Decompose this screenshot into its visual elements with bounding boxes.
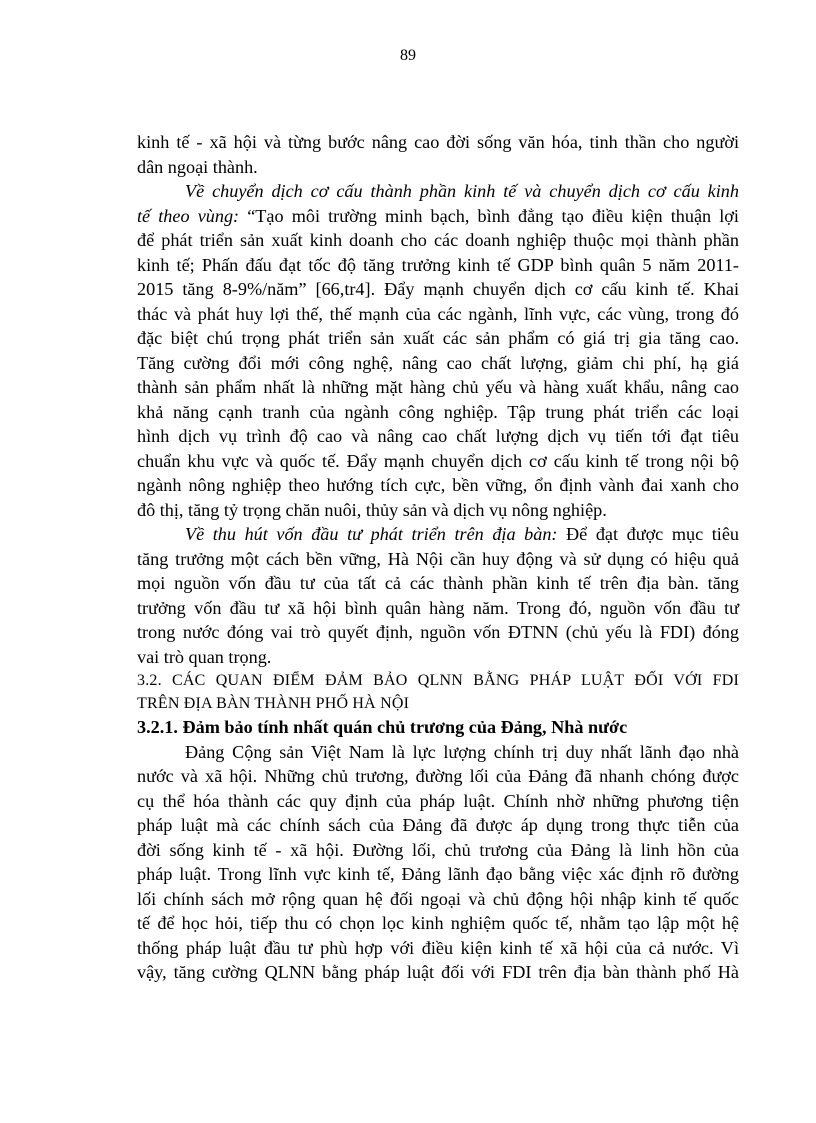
text-line: hình dịch vụ trình độ cao và nâng cao chất lượng dịch vụ tiến tới đạt tiêu: [137, 426, 739, 446]
text-line: đời sống kinh tế - xã hội. Đường lối, chủ trương của Đảng là linh hồn của: [137, 839, 739, 860]
text-line: thống pháp luật đầu tư phù hợp với điều kiện kinh tế xã hội của cả nước. Vì: [137, 937, 739, 958]
page-number: 89: [400, 47, 416, 64]
subsection-heading: [137, 715, 739, 740]
text-line: trong nước đóng vai trò quyết định, nguồn vốn ĐTNN (chủ yếu là FDI) đóng: [137, 622, 739, 642]
text-line: đặc biệt chú trọng phát triển sản xuất các sản phẩm có giá trị gia tăng cao.: [137, 328, 739, 348]
section-heading-line: 3.2. CÁC QUAN ĐIỂM ĐẢM BẢO QLNN BẰNG PHÁP LUẬT ĐỐI VỚI FDI: [137, 672, 739, 689]
text-line: chuẩn khu vực và quốc tế. Đẩy mạnh chuyển dịch cơ cấu kinh tế trong nội bộ: [137, 450, 739, 471]
text-line: khả năng cạnh tranh của ngành công nghiệp. Tập trung phát triển các loại: [137, 401, 739, 422]
text-line: 2015 tăng 8-9%/năm” [66,tr4]. Đẩy mạnh chuyển dịch cơ cấu kinh tế. Khai: [137, 279, 739, 299]
italic-lead: tế theo vùng:: [137, 205, 240, 226]
text-line: nước và xã hội. Những chủ trương, đường lối của Đảng đã nhanh chóng được: [137, 766, 739, 786]
text-line: thác và phát huy lợi thế, thế mạnh của các ngành, lĩnh vực, các vùng, trong đó: [137, 303, 739, 324]
text-line: tăng trưởng một cách bền vững, Hà Nội cần huy động và sử dụng có hiệu quả: [137, 548, 739, 569]
text-line: ngành nông nghiệp theo hướng tích cực, bền vững, ổn định vành đai xanh cho: [137, 475, 739, 495]
text-line: dân ngoại thành.: [137, 156, 258, 177]
text-line: thành sản phẩm nhất là những mặt hàng chủ yếu và hàng xuất khẩu, nâng cao: [137, 377, 739, 397]
text-line: kinh tế; Phấn đấu đạt tốc độ tăng trưởng kinh tế GDP bình quân 5 năm 2011-: [137, 254, 739, 275]
text-line: pháp luật mà các chính sách của Đảng đã được áp dụng trong thực tiễn của: [137, 815, 739, 835]
text-line: [137, 204, 739, 229]
text-line: vậy, tăng cường QLNN bằng pháp luật đối với FDI trên địa bàn thành phố Hà: [137, 962, 739, 982]
document-body: [137, 130, 739, 985]
text-line: pháp luật. Trong lĩnh vực kinh tế, Đảng lãnh đạo bằng việc xác định rõ đường: [137, 864, 739, 884]
section-heading-line: TRÊN ĐỊA BÀN THÀNH PHỐ HÀ NỘI: [137, 695, 410, 712]
text-line: [137, 179, 739, 204]
italic-lead: Về chuyển dịch cơ cấu thành phần kinh tế và chuyển dịch cơ cấu kinh: [185, 181, 739, 201]
text-line: vai trò quan trọng.: [137, 646, 272, 667]
text-line: để phát triển sản xuất kinh doanh cho các doanh nghiệp thuộc mọi thành phần: [137, 230, 739, 250]
paragraph-investment-attraction: [137, 522, 739, 669]
text-line: mọi nguồn vốn đầu tư của tất cả các thành phần kinh tế trên địa bàn. tăng: [137, 573, 739, 593]
text-line: tế để học hỏi, tiếp thu có chọn lọc kinh nghiệm quốc tế, nhằm tạo lập một hệ: [137, 913, 739, 933]
text-line: lối chính sách mở rộng quan hệ đối ngoại và chủ động hội nhập kinh tế quốc: [137, 888, 739, 909]
section-heading: [137, 669, 739, 715]
paragraph-party-leadership: [137, 740, 739, 985]
paragraph-rural-development: [137, 130, 739, 179]
text-line: Tăng cường đổi mới công nghệ, nâng cao chất lượng, giảm chi phí, hạ giá: [137, 352, 739, 373]
text-line: cụ thể hóa thành các quy định của pháp luật. Chính nhờ những phương tiện: [137, 790, 739, 811]
text-run: “Tạo môi trường minh bạch, bình đẳng tạo điều kiện thuận lợi: [239, 205, 739, 226]
text-line: trưởng vốn đầu tư xã hội bình quân hàng năm. Trong đó, nguồn vốn đầu tư: [137, 597, 739, 618]
paragraph-economic-restructuring: [137, 179, 739, 522]
italic-lead: Về thu hút vốn đầu tư phát triển trên địa bàn:: [185, 524, 558, 544]
text-line: đô thị, tăng tỷ trọng chăn nuôi, thủy sản và dịch vụ nông nghiệp.: [137, 499, 607, 520]
text-line: Đảng Cộng sản Việt Nam là lực lượng chính trị duy nhất lãnh đạo nhà: [185, 741, 739, 762]
subsection-heading-line: 3.2.1. Đảm bảo tính nhất quán chủ trương của Đảng, Nhà nước: [137, 717, 628, 737]
text-run: Để đạt được mục tiêu: [557, 524, 739, 544]
text-line: [137, 522, 739, 547]
text-line: kinh tế - xã hội và từng bước nâng cao đời sống văn hóa, tinh thần cho người: [137, 132, 739, 152]
